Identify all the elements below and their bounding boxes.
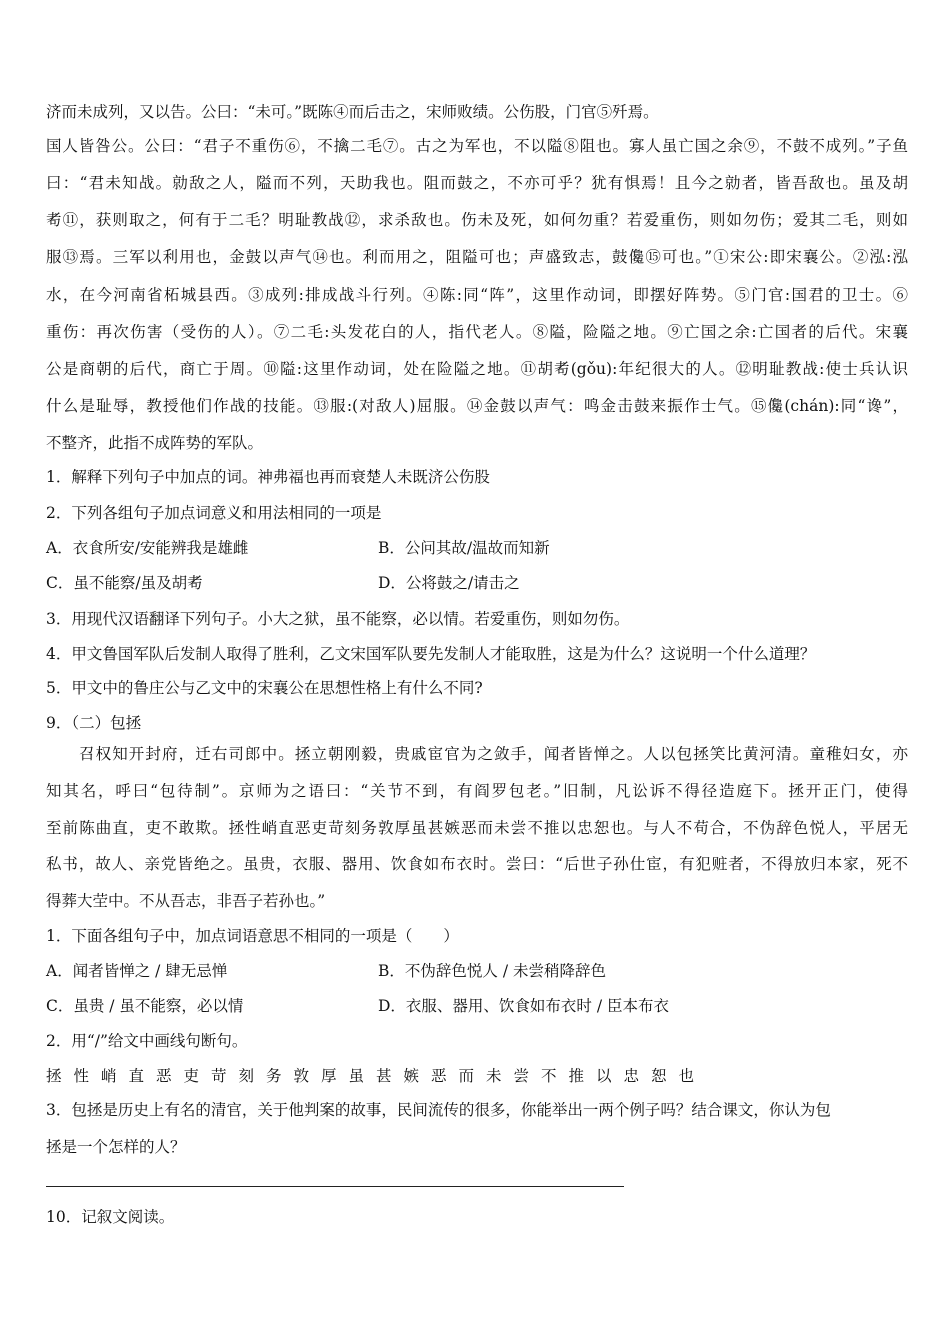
passage-b-line: 私书，故人、亲党皆绝之。虽贵，衣服、器用、饮食如布衣时。尝曰：“后世子孙仕宦，有犯赃者，不得放归本家，死不 <box>46 855 908 873</box>
passage-a-line: 曰：“君未知战。勍敌之人，隘而不列，天助我也。阻而鼓之，不亦可乎？犹有惧焉！且今之勍者，皆吾敌也。虽及胡 <box>46 174 908 192</box>
question-5: 5．甲文中的鲁庄公与乙文中的宋襄公在思想性格上有什么不同? <box>46 679 483 697</box>
answer-line <box>46 1186 624 1187</box>
question-2: 2．下列各组句子加点词意义和用法相同的一项是 <box>46 504 382 522</box>
passage-a-line: 耇⑪，获则取之，何有于二毛？明耻教战⑫，求杀敌也。伤未及死，如何勿重？若爱重伤，则如勿伤；爱其二毛，则如 <box>46 211 908 229</box>
question-2-option-d: D．公将鼓之/请击之 <box>378 574 520 592</box>
passage-a-line: 公是商朝的后代，商亡于周。⑩隘:这里作动词，处在险隘之地。⑪胡耇(gǒu):年纪很大的人。⑫明耻教战:使士兵认识 <box>46 360 908 378</box>
section-9-question-2-sentence: 拯性峭直恶吏苛刻务敦厚虽甚嫉恶而未尝不推以忠恕也 <box>46 1067 707 1085</box>
question-2-option-a: A．衣食所安/安能辨我是雄雌 <box>46 539 249 557</box>
question-3: 3．用现代汉语翻译下列句子。小大之狱，虽不能察，必以情。若爱重伤，则如勿伤。 <box>46 610 630 628</box>
passage-a-line: 什么是耻辱，教授他们作战的技能。⑬服:(对敌人)屈服。⑭金鼓以声气：鸣金击鼓来振作士气。⑮儳(chán):同“谗”， <box>46 397 908 415</box>
section-10-title: 10．记叙文阅读。 <box>46 1208 175 1226</box>
section-9-question-1-option-b: B．不伪辞色悦人 / 未尝稍降辞色 <box>378 962 606 980</box>
passage-a-line: 不整齐，此指不成阵势的军队。 <box>46 434 264 452</box>
section-9-question-1-option-d: D．衣服、器用、饮食如布衣时 / 臣本布衣 <box>378 997 670 1015</box>
section-9-question-1: 1．下面各组句子中，加点词语意思不相同的一项是（ ） <box>46 927 459 945</box>
section-9-question-3-cont: 拯是一个怎样的人？ <box>46 1138 186 1156</box>
passage-b-line: 召权知开封府，迁右司郎中。拯立朝刚毅，贵戚宦官为之敛手，闻者皆惮之。人以包拯笑比黄河清。童稚妇女，亦 <box>79 745 908 763</box>
passage-a-line: 服⑬焉。三军以利用也，金鼓以声气⑭也。利而用之，阻隘可也；声盛致志，鼓儳⑮可也。”①宋公:即宋襄公。②泓:泓 <box>46 248 908 266</box>
passage-a-line: 水，在今河南省柘城县西。③成列:排成战斗行列。④陈:同“阵”，这里作动词，即摆好阵势。⑤门官:国君的卫士。⑥ <box>46 286 908 304</box>
passage-b-line: 至前陈曲直，吏不敢欺。拯性峭直恶吏苛刻务敦厚虽甚嫉恶而未尝不推以忠恕也。与人不苟合，不伪辞色悦人，平居无 <box>46 819 908 837</box>
section-9-question-1-option-a: A．闻者皆惮之 / 肆无忌惮 <box>46 962 228 980</box>
passage-b-line: 知其名，呼曰“包待制”。京师为之语曰：“关节不到，有阎罗包老。”旧制，凡讼诉不得径造庭下。拯开正门，使得 <box>46 782 908 800</box>
passage-b-line: 得葬大茔中。不从吾志，非吾子若孙也。” <box>46 892 326 910</box>
section-9-question-2: 2．用“/”给文中画线句断句。 <box>46 1032 248 1050</box>
question-4: 4．甲文鲁国军队后发制人取得了胜利，乙文宋国军队要先发制人才能取胜，这是为什么？这说明一个什么道理？ <box>46 645 816 663</box>
passage-a-line: 济而未成列，又以告。公曰：“未可。”既陈④而后击之，宋师败绩。公伤股，门官⑤歼焉。 <box>46 103 659 121</box>
section-9-question-3: 3．包拯是历史上有名的清官，关于他判案的故事，民间流传的很多，你能举出一两个例子吗？结合课文，你认为包 <box>46 1101 831 1119</box>
question-2-option-c: C．虽不能察/虽及胡耇 <box>46 574 203 592</box>
question-1: 1．解释下列句子中加点的词。神弗福也再而衰楚人未既济公伤股 <box>46 468 490 486</box>
passage-a-line: 国人皆咎公。公曰：“君子不重伤⑥，不擒二毛⑦。古之为军也，不以隘⑧阻也。寡人虽亡国之余⑨，不鼓不成列。”子鱼 <box>46 137 908 155</box>
question-2-option-b: B．公问其故/温故而知新 <box>378 539 550 557</box>
section-9-question-1-option-c: C．虽贵 / 虽不能察，必以情 <box>46 997 244 1015</box>
section-9-title: 9．（二）包拯 <box>46 714 142 732</box>
passage-a-line: 重伤：再次伤害（受伤的人）。⑦二毛:头发花白的人，指代老人。⑧隘，险隘之地。⑨亡国之余:亡国者的后代。宋襄 <box>46 323 908 341</box>
